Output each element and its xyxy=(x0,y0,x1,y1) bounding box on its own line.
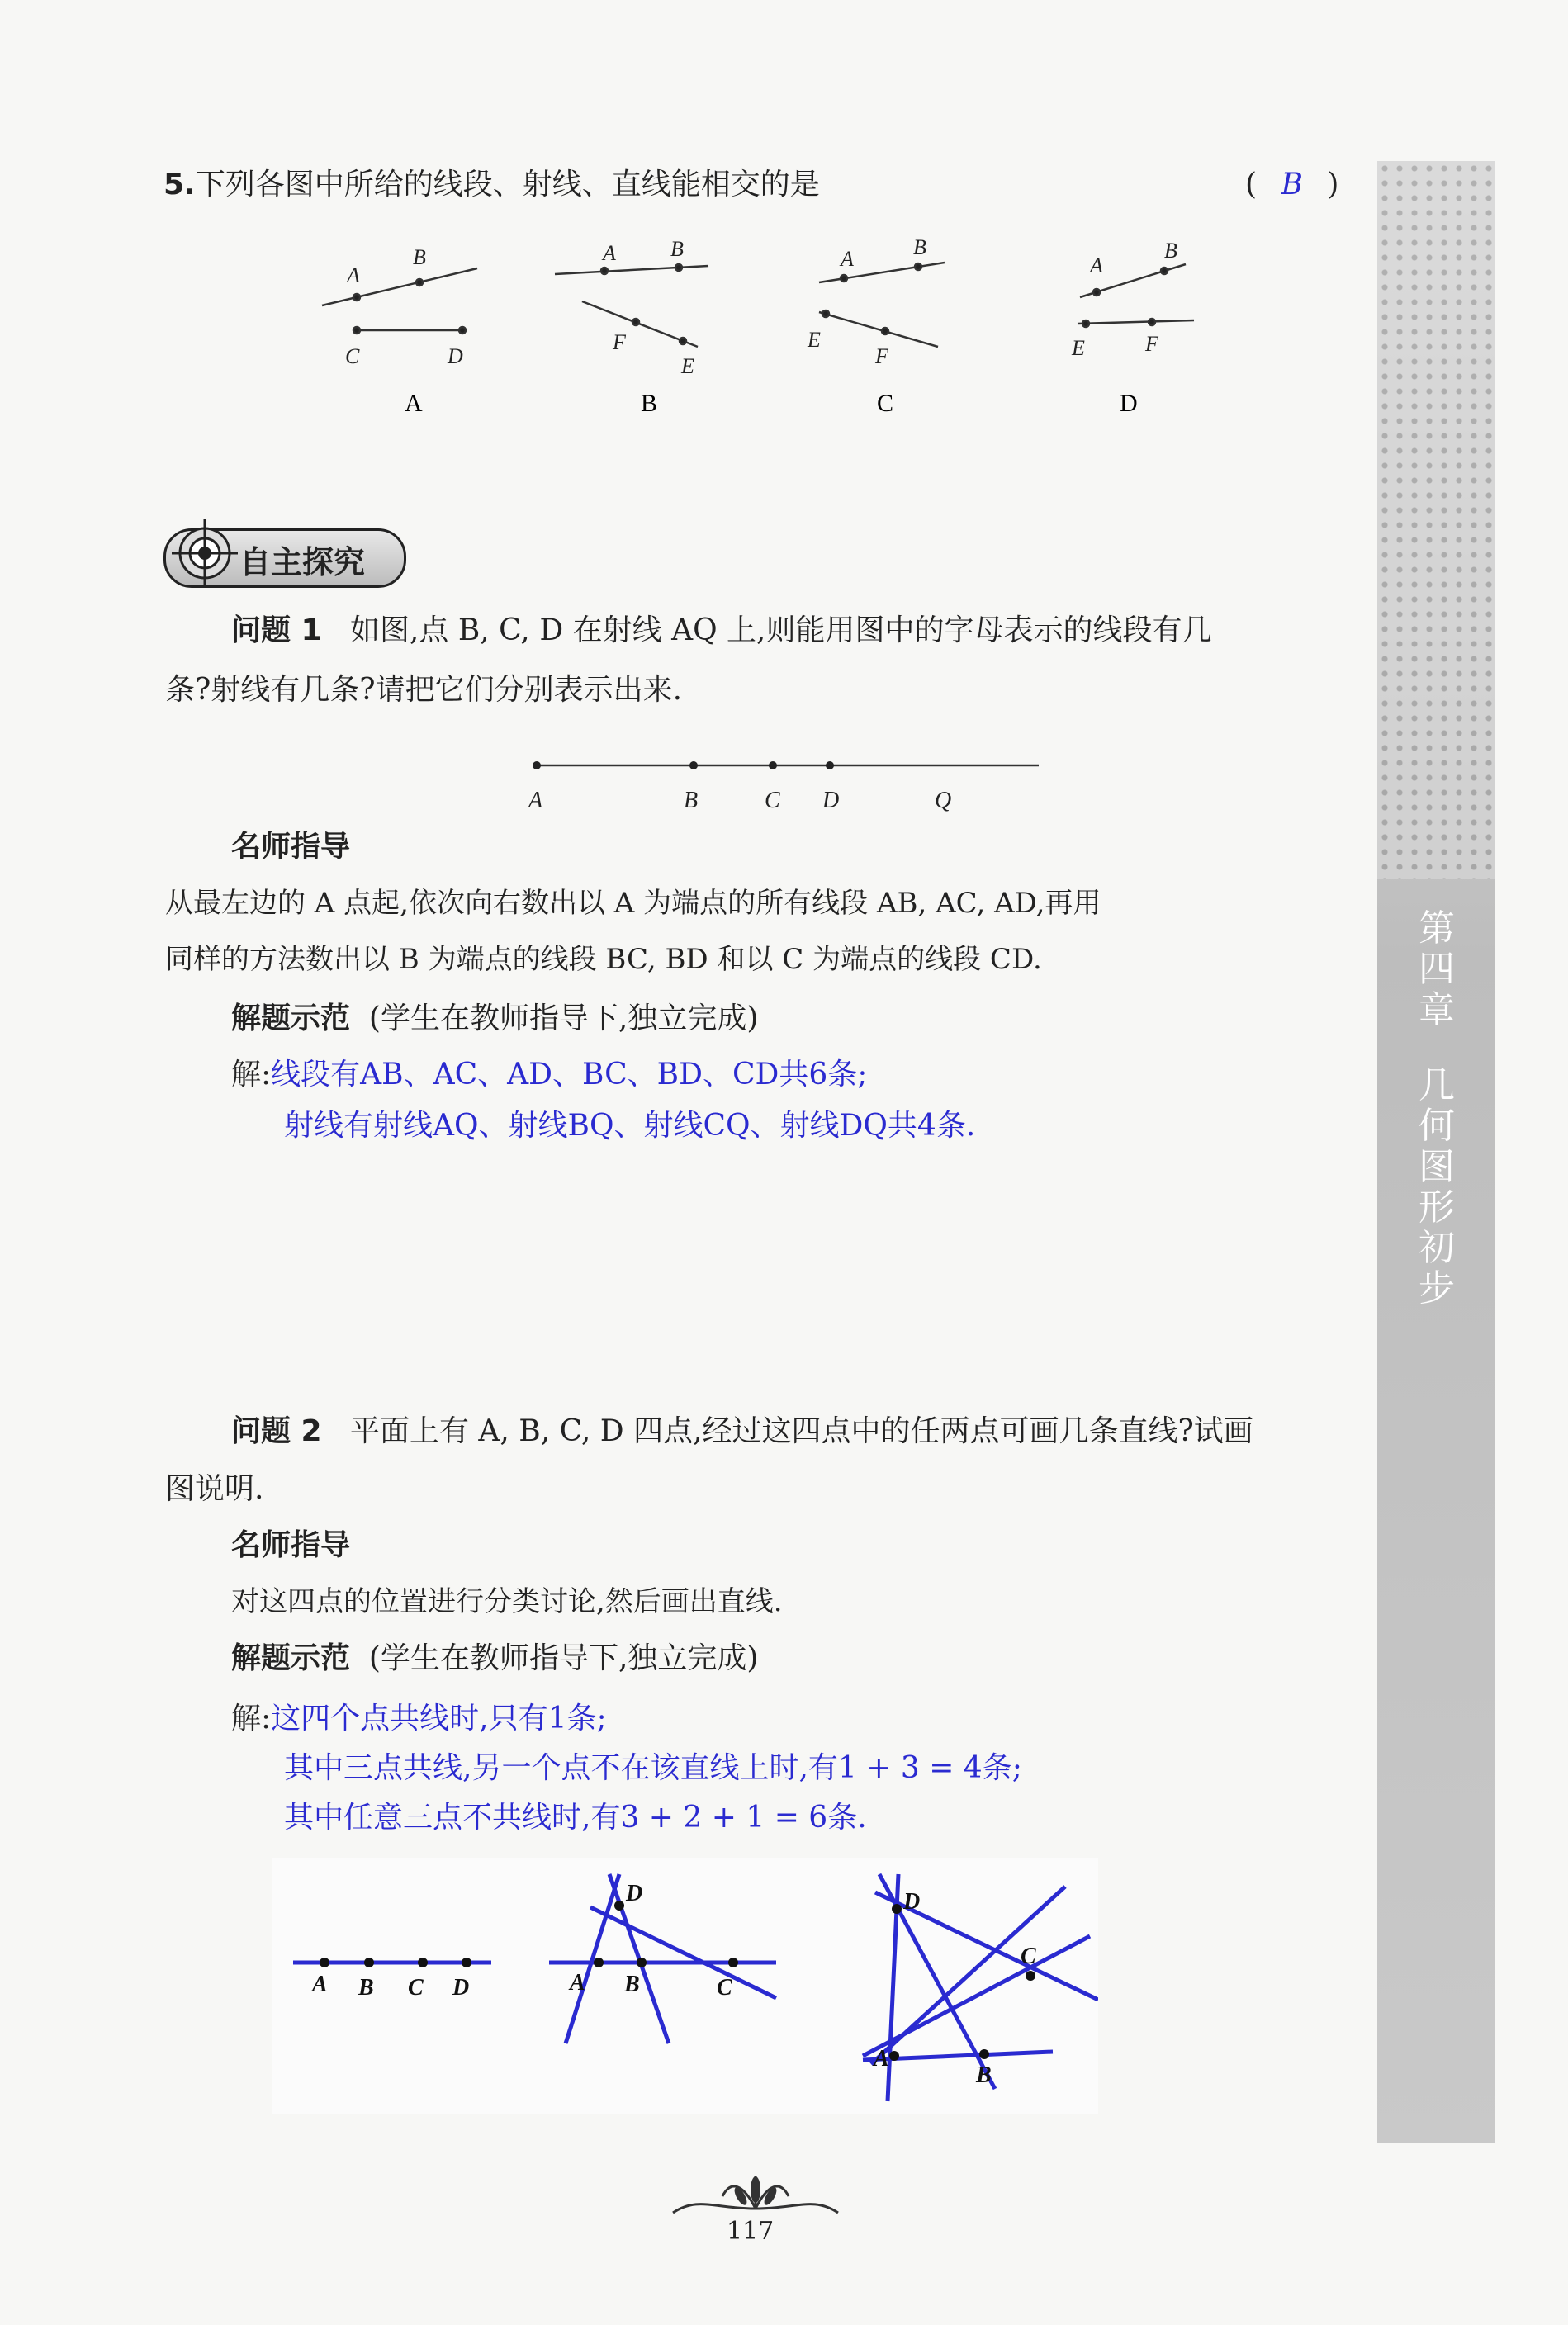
p2-fig2-pt-c: C xyxy=(717,1975,732,2001)
q5-option-label-c: C xyxy=(877,390,894,417)
q5-figure-c xyxy=(807,235,945,368)
p1-guide-line1: 从最左边的 A 点起,依次向右数出以 A 为端点的所有线段 AB, AC, AD,再用 xyxy=(165,887,1101,920)
p2-demo-line xyxy=(231,1639,758,1679)
side-tab-dot-pattern xyxy=(1377,161,1495,879)
side-tab-title: 几何图形初步 xyxy=(1419,1064,1455,1310)
p1-demo-title: 解题示范 xyxy=(231,1002,351,1035)
q5c-pt-e: E xyxy=(808,328,821,352)
q5b-pt-b: B xyxy=(670,237,684,261)
p1-pt-b: B xyxy=(684,788,699,813)
q5-stem xyxy=(163,165,820,206)
p2-sol-text1: 这四个点共线时,只有1条; xyxy=(271,1702,607,1735)
p2-line1 xyxy=(231,1412,1253,1452)
q5a-pt-c: C xyxy=(345,344,360,368)
q5b-pt-f: F xyxy=(613,330,626,354)
q5c-pt-b: B xyxy=(913,235,926,259)
section-badge-label: 自主探究 xyxy=(239,544,366,580)
p1-title: 问题 1 xyxy=(231,613,322,647)
p2-guide-title: 名师指导 xyxy=(231,1528,351,1562)
p1-sol-prefix: 解: xyxy=(231,1058,272,1091)
p2-demo-note: (学生在教师指导下,独立完成) xyxy=(368,1641,759,1675)
p2-demo-title: 解题示范 xyxy=(231,1641,351,1675)
q5-number: 5. xyxy=(163,168,196,201)
q5-option-label-a: A xyxy=(405,390,423,417)
paren-open: ( xyxy=(1245,168,1258,201)
p1-pt-d: D xyxy=(822,788,840,813)
p2-fig3-pt-d: D xyxy=(903,1889,921,1915)
p2-solution-line2: 其中三点共线,另一个点不在该直线上时,有1 + 3 = 4条; xyxy=(284,1751,1022,1785)
p2-solution-line3: 其中任意三点不共线时,有3 + 2 + 1 = 6条. xyxy=(284,1801,867,1835)
p2-fig2-pt-a: A xyxy=(570,1970,585,1996)
p1-pt-c: C xyxy=(765,788,780,813)
q5d-pt-f: F xyxy=(1145,332,1158,356)
p2-title: 问题 2 xyxy=(231,1414,322,1448)
p2-fig2-pt-b: B xyxy=(624,1972,640,1997)
p1-text-1: 如图,点 B, C, D 在射线 AQ 上,则能用图中的字母表示的线段有几 xyxy=(349,613,1212,647)
p1-ray-figure xyxy=(512,743,1049,817)
q5b-pt-a: A xyxy=(603,241,616,265)
p2-figures xyxy=(272,1858,1098,2114)
p2-fig3-pt-c: C xyxy=(1021,1944,1036,1969)
q5-option-label-d: D xyxy=(1120,390,1138,417)
p1-line2: 条?射线有几条?请把它们分别表示出来. xyxy=(165,673,683,707)
q5a-pt-a: A xyxy=(347,263,360,287)
p1-solution-line2: 射线有射线AQ、射线BQ、射线CQ、射线DQ共4条. xyxy=(284,1109,976,1143)
q5-answer-box xyxy=(1245,165,1338,206)
p1-demo-note: (学生在教师指导下,独立完成) xyxy=(368,1002,759,1035)
p2-fig1-pt-b: B xyxy=(358,1975,374,2001)
q5c-pt-f: F xyxy=(875,344,888,368)
q5d-pt-e: E xyxy=(1072,336,1085,360)
p1-sol-text1: 线段有AB、AC、AD、BC、BD、CD共6条; xyxy=(271,1058,868,1091)
q5b-pt-e: E xyxy=(681,354,694,378)
q5c-pt-a: A xyxy=(841,247,854,271)
q5d-pt-b: B xyxy=(1164,239,1177,263)
p2-fig2-pt-d: D xyxy=(626,1881,643,1906)
q5a-pt-d: D xyxy=(448,344,463,368)
p1-pt-a: A xyxy=(528,788,543,813)
p2-solution-line1 xyxy=(231,1699,607,1740)
p2-guide-text: 对这四点的位置进行分类讨论,然后画出直线. xyxy=(231,1585,783,1618)
q5-figure-d xyxy=(1071,239,1194,360)
chapter-side-tab xyxy=(1377,161,1495,2143)
q5-option-label-b: B xyxy=(641,390,658,417)
p2-fig1-pt-a: A xyxy=(312,1972,328,1997)
p2-line2: 图说明. xyxy=(165,1472,264,1506)
p2-fig3-pt-b: B xyxy=(976,2062,992,2088)
p2-fig1-pt-c: C xyxy=(408,1975,424,2001)
q5d-pt-a: A xyxy=(1090,253,1103,277)
p1-guide-line2: 同样的方法数出以 B 为端点的线段 BC, BD 和以 C 为端点的线段 CD. xyxy=(165,943,1042,976)
q5a-pt-b: B xyxy=(413,245,426,269)
paren-close: ) xyxy=(1327,168,1339,201)
p2-fig1-pt-d: D xyxy=(452,1975,470,2001)
q5-figure-a xyxy=(322,245,477,368)
p1-solution-line1 xyxy=(231,1055,867,1096)
q5-figure-b xyxy=(555,237,708,378)
p2-text-1: 平面上有 A, B, C, D 四点,经过这四点中的任两点可画几条直线?试画 xyxy=(349,1414,1253,1448)
q5-option-figures xyxy=(314,231,1222,421)
p2-fig3-pt-a: A xyxy=(874,2046,889,2072)
q5-text: 下列各图中所给的线段、射线、直线能相交的是 xyxy=(195,168,820,201)
q5-answer: B xyxy=(1281,168,1303,201)
side-tab-chapter: 第四章 xyxy=(1419,907,1455,1031)
p1-demo-line xyxy=(231,999,758,1039)
page-number: 117 xyxy=(727,2217,775,2246)
target-icon xyxy=(172,515,238,590)
p1-line1 xyxy=(231,611,1211,651)
p1-guide-title: 名师指导 xyxy=(231,830,351,864)
p1-pt-q: Q xyxy=(935,788,952,813)
p2-sol-prefix: 解: xyxy=(231,1702,272,1735)
